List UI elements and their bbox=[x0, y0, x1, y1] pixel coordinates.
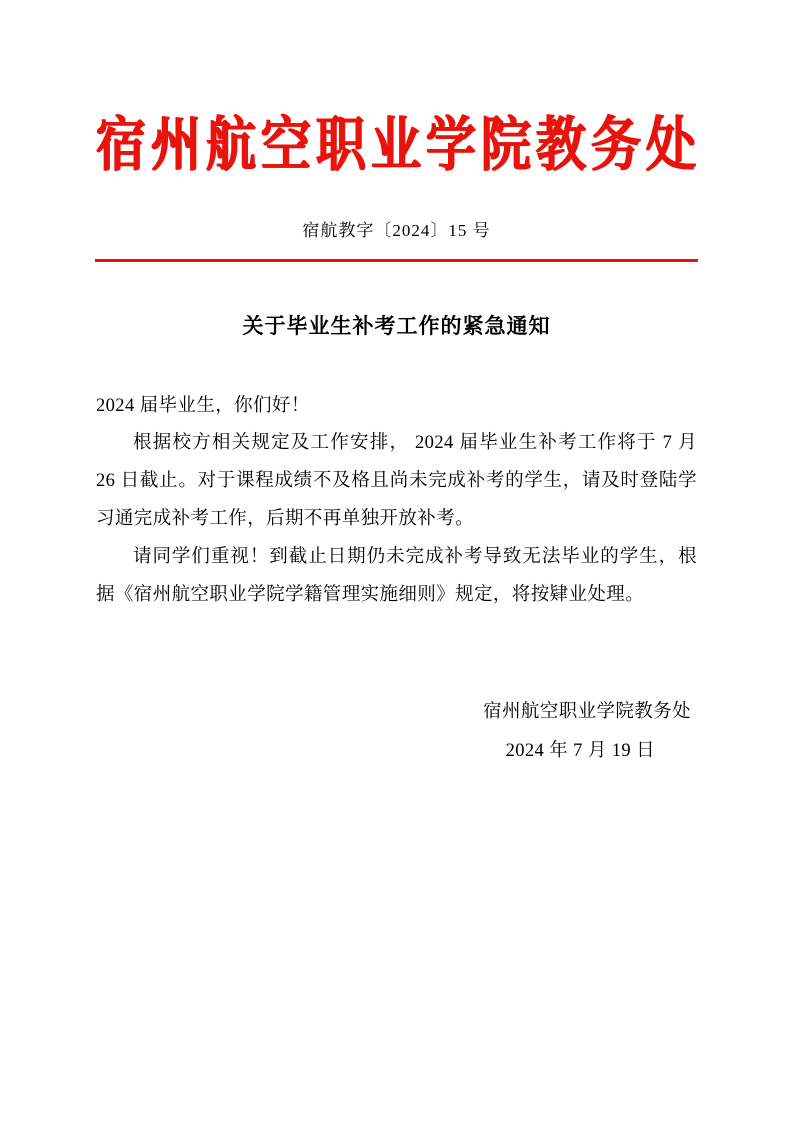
document-body bbox=[96, 388, 697, 616]
red-divider-rule bbox=[95, 259, 698, 262]
letterhead-title: 宿州航空职业学院教务处 bbox=[96, 109, 701, 180]
signature-organization: 宿州航空职业学院教务处 bbox=[483, 702, 691, 723]
signature-block bbox=[96, 693, 697, 771]
signature-date: 2024 年 7 月 19 日 bbox=[505, 740, 655, 761]
salutation-line: 2024 届毕业生，你们好！ bbox=[96, 395, 310, 416]
document-number: 宿航教字〔2024〕15 号 bbox=[302, 221, 491, 240]
body-paragraph-2: 请同学们重视！到截止日期仍未完成补考导致无法毕业的学生，根据《宿州航空职业学院学籍管理实施细则》规定，将按肄业处理。 bbox=[96, 547, 697, 606]
page-title: 关于毕业生补考工作的紧急通知 bbox=[242, 312, 551, 338]
body-paragraph-1: 根据校方相关规定及工作安排， 2024 届毕业生补考工作将于 7 月 26 日截止。对于课程成绩不及格且尚未完成补考的学生，请及时登陆学习通完成补考工作，后期不再单独开放补考。 bbox=[96, 433, 697, 530]
